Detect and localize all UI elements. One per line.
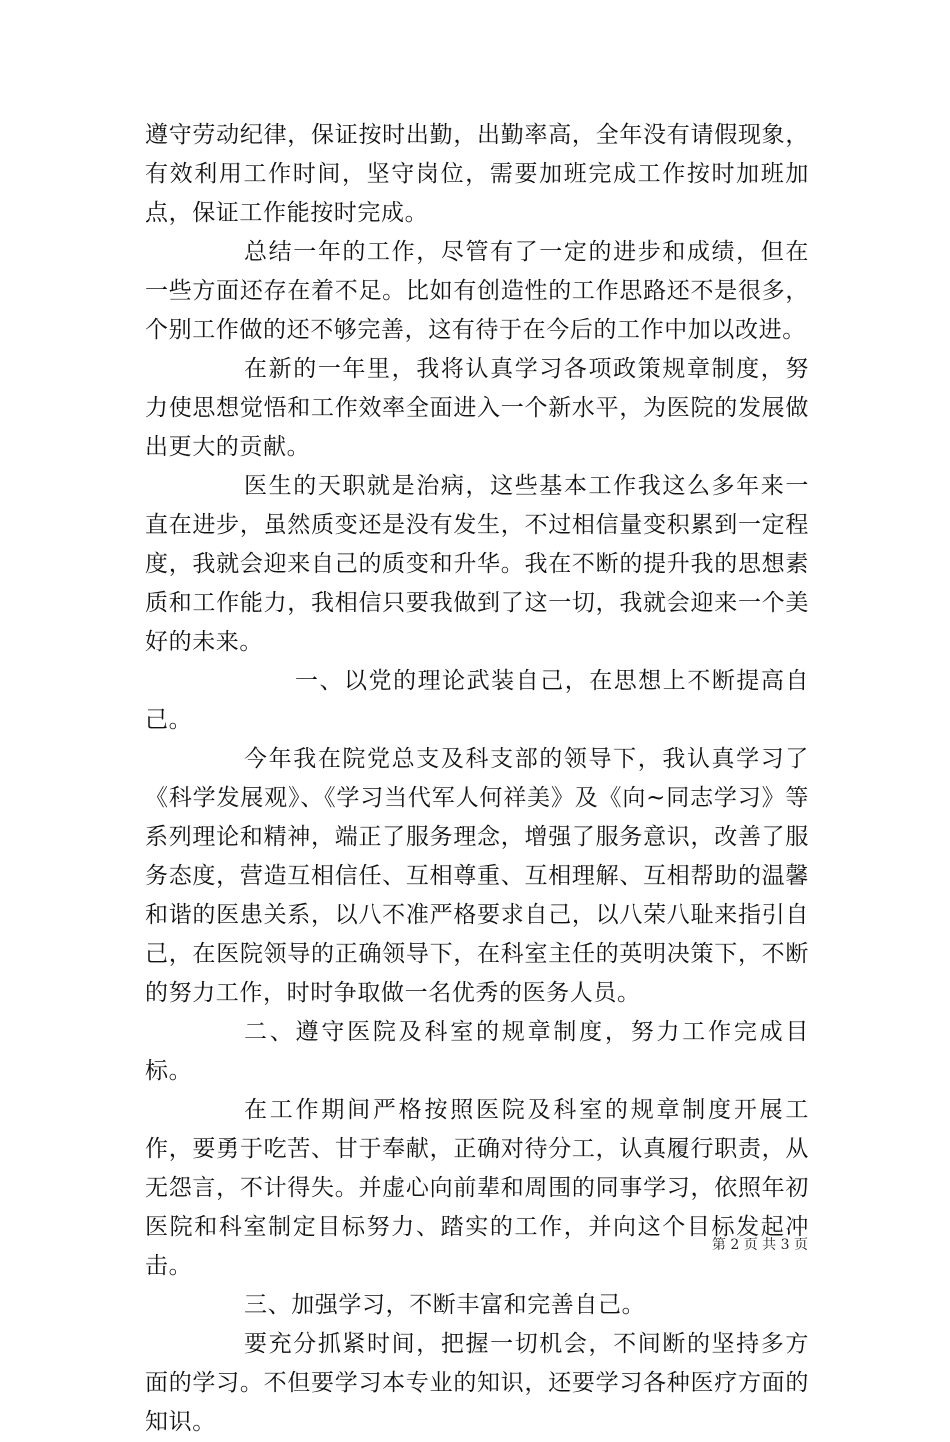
page-number-footer: 第 2 页 共 3 页 (711, 1237, 808, 1253)
paragraph-1: 遵守劳动纪律，保证按时出勤，出勤率高，全年没有请假现象，有效利用工作时间，坚守岗位，需要加班完成工作按时加班加点，保证工作能按时完成。 (145, 122, 809, 226)
paragraph-3: 在新的一年里，我将认真学习各项政策规章制度，努力使思想觉悟和工作效率全面进入一个新水平，为医院的发展做出更大的贡献。 (145, 356, 809, 460)
paragraph-7: 要充分抓紧时间，把握一切机会，不间断的坚持多方面的学习。不但要学习本专业的知识，还要学习各种医疗方面的知识。 (145, 1331, 809, 1435)
section-heading-2: 二、遵守医院及科室的规章制度，努力工作完成目标。 (145, 1019, 809, 1084)
paragraph-6: 在工作期间严格按照医院及科室的规章制度开展工作，要勇于吃苦、甘于奉献，正确对待分工，认真履行职责，从无怨言，不计得失。并虚心向前辈和周围的同事学习，依照年初医院和科室制定目标努力、踏实的工作，并向这个目标发起冲击。 (145, 1097, 809, 1279)
paragraph-4: 医生的天职就是治病，这些基本工作我这么多年来一直在进步，虽然质变还是没有发生，不过相信量变积累到一定程度，我就会迎来自己的质变和升华。我在不断的提升我的思想素质和工作能力，我相信只要我做到了这一切，我就会迎来一个美好的未来。 (145, 473, 809, 655)
paragraph-5: 今年我在院党总支及科支部的领导下，我认真学习了《科学发展观》、《学习当代军人何祥美》及《向~同志学习》等系列理论和精神，端正了服务理念，增强了服务意识，改善了服务态度，营造互相信任、互相尊重、互相理解、互相帮助的温馨和谐的医患关系，以八不准严格要求自己，以八荣八耻来指引自己，在医院领导的正确领导下，在科室主任的英明决策下，不断的努力工作，时时争取做一名优秀的医务人员。 (145, 746, 809, 1006)
paragraph-2: 总结一年的工作，尽管有了一定的进步和成绩，但在一些方面还存在着不足。比如有创造性的工作思路还不是很多，个别工作做的还不够完善，这有待于在今后的工作中加以改进。 (145, 239, 809, 343)
section-heading-3: 三、加强学习，不断丰富和完善自己。 (244, 1292, 646, 1318)
section-heading-1: 一、以党的理论武装自己，在思想上不断提高自己。 (145, 668, 809, 733)
